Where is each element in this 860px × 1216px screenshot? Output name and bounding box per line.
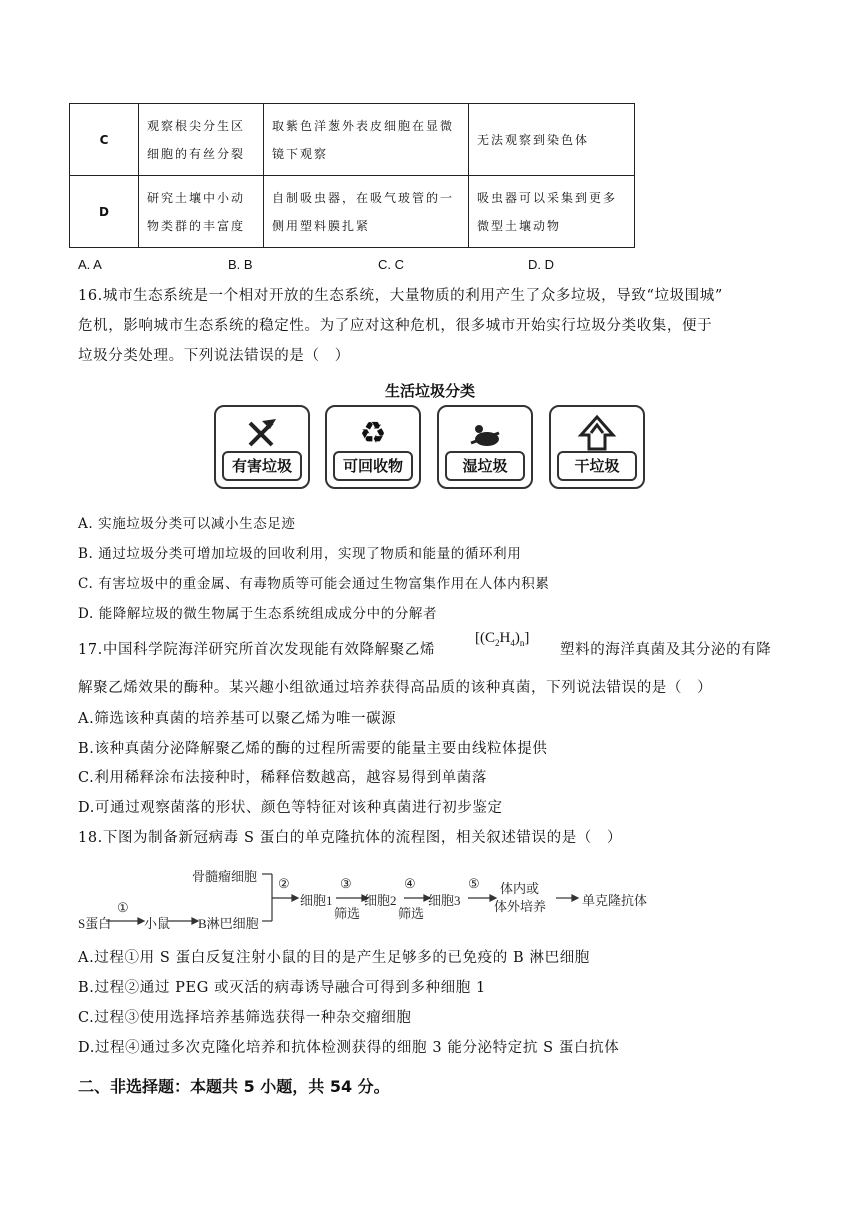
option-c[interactable]: C. C bbox=[378, 257, 404, 272]
q18-option-d[interactable]: D.过程④通过多次克隆化培养和抗体检测获得的细胞 3 能分泌特定抗 S 蛋白抗体 bbox=[78, 1040, 620, 1056]
cell-text: 微型土壤动物 bbox=[477, 218, 562, 233]
cell-text: 吸虫器可以采集到更多 bbox=[477, 190, 618, 205]
q18-option-b[interactable]: B.过程②通过 PEG 或灭活的病毒诱导融合可得到多种细胞 1 bbox=[78, 980, 486, 996]
options-table bbox=[69, 103, 635, 248]
hazard-icon bbox=[216, 413, 308, 455]
row-label: C bbox=[70, 104, 139, 176]
cell-3-label: 细胞3 bbox=[428, 893, 461, 908]
q17-option-c[interactable]: C.利用稀释涂布法接种时，稀释倍数越高，越容易得到单菌落 bbox=[78, 770, 487, 786]
b-cell-label: B淋巴细胞 bbox=[198, 916, 259, 931]
bin-recyclable bbox=[325, 405, 421, 489]
step-2-label: ② bbox=[278, 876, 290, 891]
bin-label: 湿垃圾 bbox=[445, 451, 525, 481]
antibody-label: 单克隆抗体 bbox=[582, 893, 648, 908]
q16-stem-line: 危机，影响城市生态系统的稳定性。为了应对这种危机，很多城市开始实行垃圾分类收集，便于 bbox=[78, 318, 713, 334]
figure-title: 生活垃圾分类 bbox=[384, 382, 475, 400]
cell-2-label: 细胞2 bbox=[364, 893, 397, 908]
purpose-cell bbox=[139, 104, 264, 176]
step-1-label: ① bbox=[117, 900, 129, 915]
q17-option-a[interactable]: A.筛选该种真菌的培养基可以聚乙烯为唯一碳源 bbox=[78, 711, 397, 727]
table-row bbox=[70, 176, 635, 248]
q16-stem-line: 垃圾分类处理。下列说法错误的是（ ） bbox=[78, 348, 350, 364]
screen-3-label: 筛选 bbox=[334, 906, 361, 921]
q18-option-c[interactable]: C.过程③使用选择培养基筛选获得一种杂交瘤细胞 bbox=[78, 1010, 412, 1026]
cell-text: 观察根尖分生区 bbox=[147, 118, 246, 133]
screen-4-label: 筛选 bbox=[398, 906, 425, 921]
recycle-icon: ♻ bbox=[359, 416, 387, 451]
option-b[interactable]: B. B bbox=[228, 257, 253, 272]
cell-1-label: 细胞1 bbox=[300, 893, 333, 908]
row-label: D bbox=[70, 176, 139, 248]
culture-label-1: 体内或 bbox=[500, 881, 540, 896]
q16-option-b[interactable]: B. 通过垃圾分类可增加垃圾的回收利用，实现了物质和能量的循环利用 bbox=[78, 546, 522, 562]
bin-label: 可回收物 bbox=[333, 451, 413, 481]
option-a[interactable]: A. A bbox=[78, 257, 102, 272]
cell-text: 物类群的丰富度 bbox=[147, 218, 246, 233]
cell-text: 自制吸虫器，在吸气玻管的一 bbox=[272, 190, 455, 205]
step-3-label: ③ bbox=[340, 876, 352, 891]
q17-option-b[interactable]: B.该种真菌分泌降解聚乙烯的酶的过程所需要的能量主要由线粒体提供 bbox=[78, 741, 548, 757]
myeloma-label: 骨髓瘤细胞 bbox=[192, 869, 258, 884]
cell-text: 镜下观察 bbox=[272, 146, 329, 161]
method-cell bbox=[264, 176, 469, 248]
q16-option-d[interactable]: D. 能降解垃圾的微生物属于生态系统组成成分中的分解者 bbox=[78, 606, 438, 622]
q16-option-a[interactable]: A. 实施垃圾分类可以减小生态足迹 bbox=[78, 516, 296, 532]
q16-option-c[interactable]: C. 有害垃圾中的重金属、有毒物质等可能会通过生物富集作用在人体内积累 bbox=[78, 576, 550, 592]
section-title: 二、非选择题：本题共 5 小题，共 54 分。 bbox=[78, 1077, 390, 1096]
q17-option-d[interactable]: D.可通过观察菌落的形状、颜色等特征对该种真菌进行初步鉴定 bbox=[78, 800, 503, 816]
q17-stem-line: 17.中国科学院海洋研究所首次发现能有效降解聚乙烯 bbox=[78, 642, 436, 658]
q18-stem-line: 18.下图为制备新冠病毒 S 蛋白的单克隆抗体的流程图，相关叙述错误的是（ ） bbox=[78, 830, 623, 846]
table-row bbox=[70, 104, 635, 176]
q17-stem-line: 塑料的海洋真菌及其分泌的有降 bbox=[560, 642, 772, 658]
cell-text: 细胞的有丝分裂 bbox=[147, 146, 246, 161]
bin-dry bbox=[549, 405, 645, 489]
q17-stem-line: 解聚乙烯效果的酶种。某兴趣小组欲通过培养获得高品质的该种真菌，下列说法错误的是（ ） bbox=[78, 680, 713, 696]
q16-stem-line: 16.城市生态系统是一个相对开放的生态系统，大量物质的利用产生了众多垃圾，导致“垃圾围城” bbox=[78, 288, 723, 304]
s-protein-label: S蛋白 bbox=[78, 916, 112, 931]
cell-text: 研究土壤中小动 bbox=[147, 190, 246, 205]
option-d[interactable]: D. D bbox=[528, 257, 554, 272]
polyethylene-formula: $[(C_2H_4)_n]$ bbox=[475, 630, 530, 648]
bin-label: 有害垃圾 bbox=[222, 451, 302, 481]
step-5-label: ⑤ bbox=[468, 876, 480, 891]
culture-label-2: 体外培养 bbox=[494, 899, 547, 914]
result-cell: 无法观察到染色体 bbox=[469, 104, 635, 176]
bin-label: 干垃圾 bbox=[557, 451, 637, 481]
step-4-label: ④ bbox=[404, 876, 416, 891]
cell-text: 取紫色洋葱外表皮细胞在显微 bbox=[272, 118, 455, 133]
dry-waste-icon bbox=[551, 413, 643, 455]
food-waste-icon bbox=[439, 413, 531, 455]
bin-wet bbox=[437, 405, 533, 489]
purpose-cell bbox=[139, 176, 264, 248]
cell-text: 侧用塑料膜扎紧 bbox=[272, 218, 371, 233]
result-cell bbox=[469, 176, 635, 248]
bin-hazardous bbox=[214, 405, 310, 489]
method-cell bbox=[264, 104, 469, 176]
mouse-label: 小鼠 bbox=[144, 916, 171, 931]
q18-option-a[interactable]: A.过程①用 S 蛋白反复注射小鼠的目的是产生足够多的已免疫的 B 淋巴细胞 bbox=[78, 950, 590, 966]
